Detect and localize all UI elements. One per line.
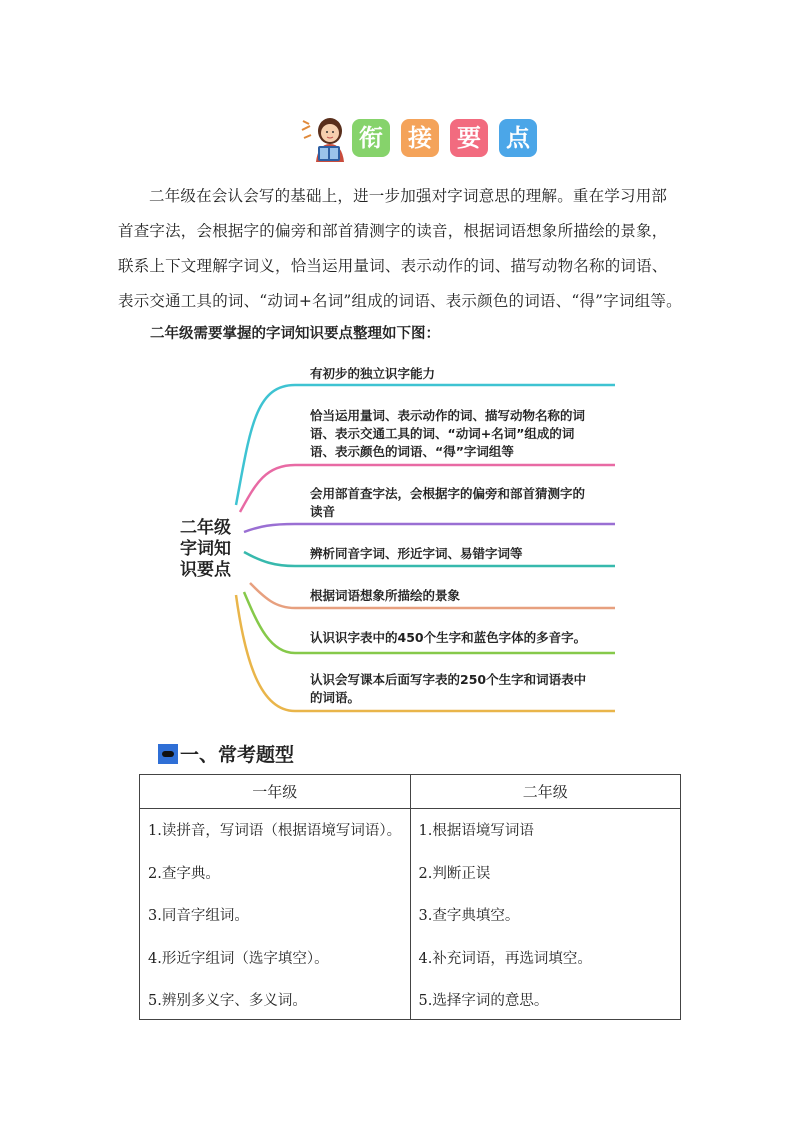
mindmap-center: [180, 518, 240, 581]
mindmap-item-1: [310, 365, 435, 383]
list-item: 1.根据语境写词语: [418, 823, 534, 839]
badge-2: 接: [401, 119, 439, 157]
mindmap-item-5: [310, 587, 460, 605]
mindmap-item-line: 的词语。: [310, 690, 361, 705]
list-item: 2.判断正误: [418, 865, 491, 882]
mindmap-item-line: 会用部首查字法，会根据字的偏旁和部首猜测字的: [310, 486, 586, 501]
table-cell-grade1: [140, 809, 411, 1020]
mindmap-item-7: [310, 671, 586, 707]
mindmap-item-line: 根据词语想象所描绘的景象: [310, 588, 461, 603]
branch-3: [244, 524, 615, 532]
mindmap-center-line: 识要点: [180, 560, 231, 580]
mindmap-center-line: 字词知: [180, 539, 231, 559]
mindmap-item-line: 认识识字表中的450个生字和蓝色字体的多音字。: [310, 630, 587, 645]
mindmap-center-line: 二年级: [180, 518, 231, 538]
list-item: 3.查字典填空。: [418, 908, 520, 924]
list-item: 4.补充词语，再选词填空。: [418, 950, 592, 967]
mindmap-item-line: 认识会写课本后面写字表的250个生字和词语表中: [310, 672, 587, 687]
table-header-cell: 一年级: [140, 775, 411, 809]
mindmap-item-line: 恰当运用量词、表示动作的词、描写动物名称的词: [310, 408, 586, 423]
mindmap-item-line: 有初步的独立识字能力: [310, 366, 436, 381]
badge-4: 点: [499, 119, 537, 157]
mindmap-item-line: 语、表示交通工具的词、“动词+名词”组成的词: [310, 426, 575, 441]
mindmap-item-3: [310, 485, 585, 521]
intro-subtitle: 二年级需要掌握的字词知识要点整理如下图：: [150, 326, 440, 342]
key-icon: [158, 744, 178, 764]
question-types-table: [139, 774, 681, 1020]
mindmap-item-line: 辨析同音字词、形近字词、易错字词等: [310, 546, 523, 561]
intro-line: 表示交通工具的词、“动词+名词”组成的词语、表示颜色的词语、“得”字词组等。: [118, 292, 682, 310]
mindmap-item-6: [310, 629, 586, 647]
intro-line: 二年级在会认会写的基础上，进一步加强对字词意思的理解。重在学习用部: [149, 187, 668, 205]
table-cell-grade2: [410, 809, 681, 1020]
section-title-text: 一、常考题型: [180, 744, 295, 766]
list-item: 1.读拼音，写词语（根据语境写词语）。: [148, 823, 402, 839]
list-item: 4.形近字组词（选字填空）。: [148, 950, 329, 967]
mindmap-item-line: 语、表示颜色的词语、“得”字词组等: [310, 444, 514, 459]
table-header-cell: 二年级: [410, 775, 681, 809]
intro-line: 首查字法，会根据字的偏旁和部首猜测字的读音，根据词语想象所描绘的景象，: [118, 222, 668, 240]
mindmap-item-2: [310, 407, 585, 461]
mindmap-item-line: 读音: [310, 504, 336, 519]
list-item: 5.辨别多义字、多义词。: [148, 993, 307, 1009]
intro-line: 联系上下文理解字词义，恰当运用量词、表示动作的词、描写动物名称的词语、: [118, 257, 668, 275]
mindmap-item-4: [310, 545, 523, 563]
list-item: 3.同音字组词。: [148, 908, 249, 924]
list-item: 2.查字典。: [148, 865, 220, 882]
badge-1: 衔: [352, 119, 390, 157]
table-row: [140, 809, 681, 1020]
section-title: [158, 740, 294, 767]
table-header-row: [140, 775, 681, 809]
badge-3: 要: [450, 119, 488, 157]
list-item: 5.选择字词的意思。: [418, 993, 549, 1009]
